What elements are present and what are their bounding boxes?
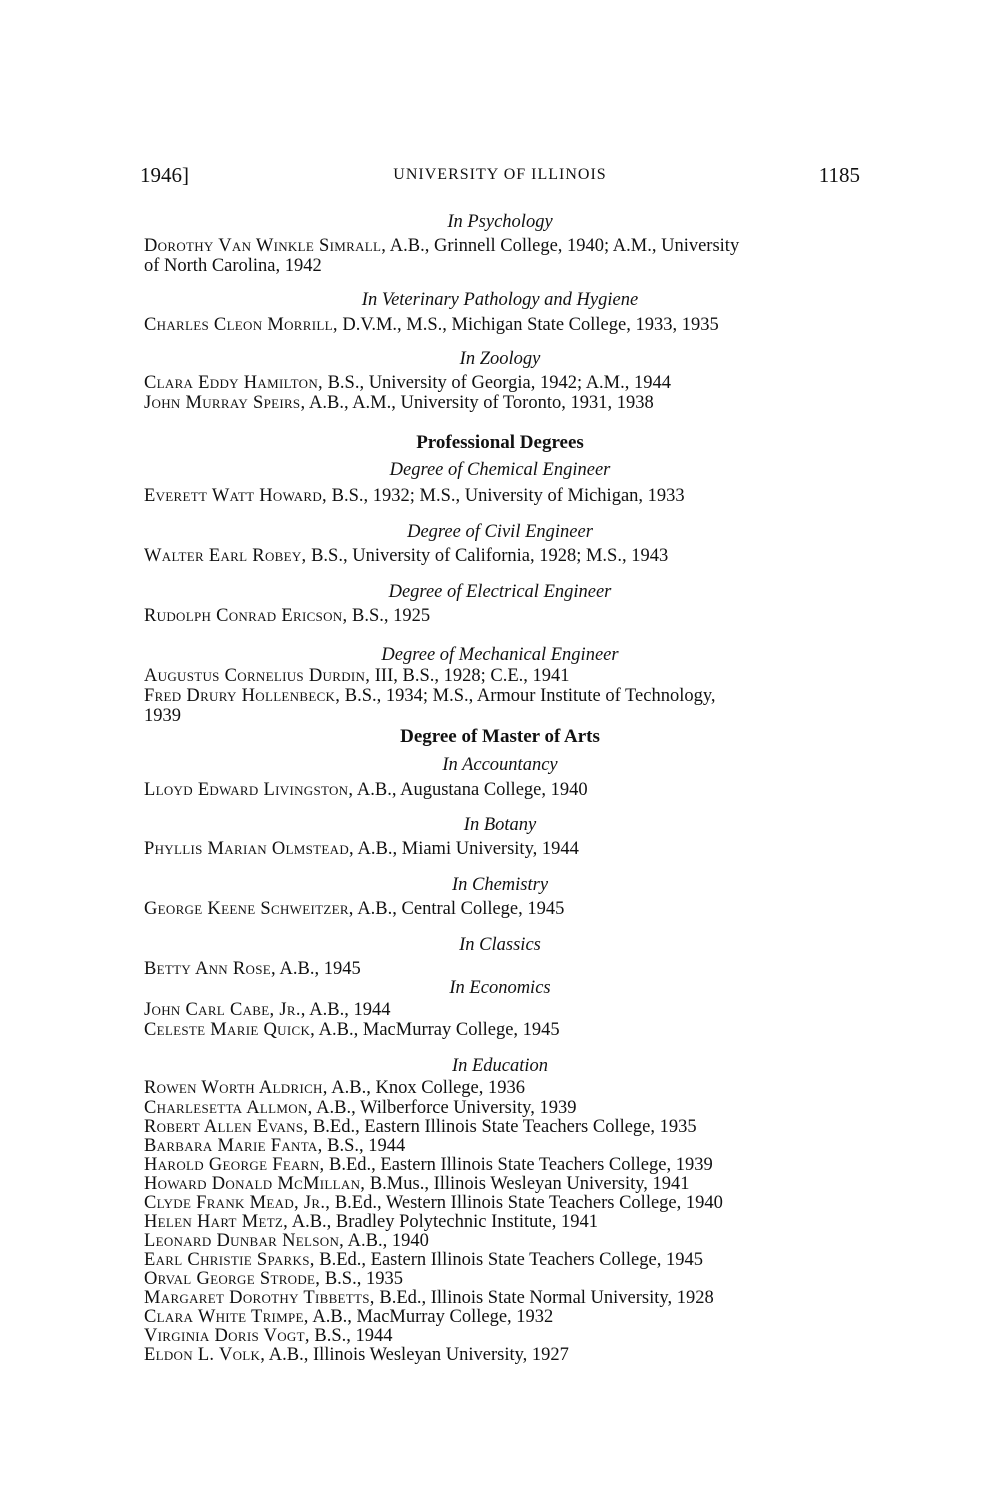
list-item	[144, 1117, 697, 1137]
degree-detail: B.S., 1925	[347, 606, 431, 626]
degree-detail: B.Mus., Illinois Wesleyan University, 1941	[365, 1174, 690, 1194]
graduate-name: Celeste Marie Quick,	[144, 1020, 316, 1040]
graduate-name: Orval George Strode,	[144, 1269, 321, 1289]
degree-detail: B.Ed., Illinois State Normal University, 1928	[374, 1288, 714, 1308]
subheading-chemistry: In Chemistry	[451, 875, 549, 895]
list-item	[144, 1174, 690, 1194]
degree-detail: B.S., 1934; M.S., Armour Institute of Technology,	[340, 686, 716, 706]
list-item	[144, 899, 564, 919]
list-item-continuation: 1939	[144, 706, 181, 726]
list-item	[144, 1193, 723, 1213]
graduate-name: Robert Allen Evans,	[144, 1117, 309, 1137]
page-number: 1185	[818, 163, 860, 187]
degree-detail: A.B., MacMurray College, 1945	[315, 1020, 560, 1040]
graduate-name: Clara White Trimpe,	[144, 1307, 309, 1327]
subheading-education: In Education	[451, 1056, 549, 1076]
section-heading-master-of-arts: Degree of Master of Arts	[400, 726, 600, 747]
degree-detail: A.B., MacMurray College, 1932	[308, 1307, 554, 1327]
list-item	[144, 1078, 525, 1098]
graduate-name: George Keene Schweitzer,	[144, 899, 354, 919]
list-item	[144, 546, 668, 566]
list-item	[144, 1288, 714, 1308]
subheading-civil-engineer: Degree of Civil Engineer	[407, 522, 593, 542]
graduate-name: Earl Christie Sparks,	[144, 1250, 315, 1270]
degree-detail: B.S., 1935	[320, 1269, 403, 1289]
subheading-electrical-engineer: Degree of Electrical Engineer	[388, 582, 612, 602]
subheading-classics: In Classics	[459, 935, 541, 955]
degree-detail: III, B.S., 1928; C.E., 1941	[370, 666, 570, 686]
section-heading-professional-degrees: Professional Degrees	[416, 432, 584, 453]
graduate-name: Harold George Fearn,	[144, 1155, 325, 1175]
running-head	[140, 163, 860, 189]
graduate-name: Margaret Dorothy Tibbetts,	[144, 1288, 375, 1308]
degree-detail: B.S., 1944	[309, 1326, 393, 1346]
graduate-name: Walter Earl Robey,	[144, 546, 307, 566]
degree-detail: A.B., Miami University, 1944	[353, 839, 579, 859]
graduate-name: Rowen Worth Aldrich,	[144, 1078, 328, 1098]
graduate-name: Charles Cleon Morrill,	[144, 315, 338, 335]
subheading-botany: In Botany	[463, 815, 537, 835]
page-header-title: UNIVERSITY OF ILLINOIS	[393, 166, 607, 183]
list-item-continuation: of North Carolina, 1942	[144, 256, 322, 276]
graduate-name: Everett Watt Howard,	[144, 486, 327, 506]
graduate-name: Helen Hart Metz,	[144, 1212, 289, 1232]
degree-detail: B.S., University of Georgia, 1942; A.M., 1944	[322, 373, 672, 393]
list-item	[144, 1269, 403, 1289]
graduate-name: Rudolph Conrad Ericson,	[144, 606, 348, 626]
subheading-economics: In Economics	[449, 978, 551, 998]
graduate-name: Clyde Frank Mead, Jr.,	[144, 1193, 331, 1213]
section-heading-psychology: In Psychology	[447, 212, 553, 232]
subheading-chemical-engineer: Degree of Chemical Engineer	[389, 460, 611, 480]
list-item	[144, 1155, 713, 1175]
degree-detail: A.B., 1944	[305, 1000, 391, 1020]
graduate-name: Lloyd Edward Livingston,	[144, 780, 354, 800]
list-item	[144, 1098, 576, 1118]
graduate-name: Leonard Dunbar Nelson,	[144, 1231, 345, 1251]
list-item	[144, 1020, 560, 1040]
graduate-name: John Carl Cabe, Jr.,	[144, 1000, 306, 1020]
graduate-name: Virginia Doris Vogt,	[144, 1326, 310, 1346]
degree-detail: D.V.M., M.S., Michigan State College, 1933, 1935	[337, 315, 719, 335]
list-item	[144, 959, 361, 979]
graduate-name: Dorothy Van Winkle Simrall,	[144, 236, 387, 256]
list-item	[144, 1231, 429, 1251]
degree-detail: B.Ed., Eastern Illinois State Teachers College, 1935	[308, 1117, 697, 1137]
degree-detail: A.B., 1940	[344, 1231, 429, 1251]
graduate-name: John Murray Speirs,	[144, 393, 306, 413]
degree-detail: A.B., Bradley Polytechnic Institute, 1941	[288, 1212, 598, 1232]
graduate-name: Eldon L. Volk,	[144, 1345, 266, 1365]
list-item	[144, 315, 719, 335]
graduate-name: Phyllis Marian Olmstead,	[144, 839, 354, 859]
degree-detail: A.B., Illinois Wesleyan University, 1927	[265, 1345, 569, 1365]
degree-detail: A.B., Central College, 1945	[353, 899, 565, 919]
degree-detail: B.Ed., Eastern Illinois State Teachers College, 1939	[324, 1155, 713, 1175]
degree-detail: B.S., 1932; M.S., University of Michigan, 1933	[326, 486, 685, 506]
subheading-mechanical-engineer: Degree of Mechanical Engineer	[381, 645, 619, 665]
graduate-name: Barbara Marie Fanta,	[144, 1136, 323, 1156]
list-item	[144, 486, 685, 506]
degree-detail: A.B., Augustana College, 1940	[353, 780, 588, 800]
list-item	[144, 393, 654, 413]
year-label: 1946]	[140, 163, 189, 187]
list-item	[144, 1307, 553, 1327]
degree-detail: A.B., A.M., University of Toronto, 1931, 1938	[305, 393, 654, 413]
degree-detail: B.S., University of California, 1928; M.S., 1943	[306, 546, 669, 566]
list-item	[144, 606, 430, 626]
list-item	[144, 1136, 405, 1156]
list-item	[144, 780, 588, 800]
graduate-name: Augustus Cornelius Durdin,	[144, 666, 371, 686]
degree-detail: B.S., 1944	[322, 1136, 406, 1156]
degree-detail: B.Ed., Eastern Illinois State Teachers College, 1945	[314, 1250, 703, 1270]
list-item	[144, 1345, 569, 1365]
list-item	[144, 373, 671, 393]
degree-detail: B.Ed., Western Illinois State Teachers College, 1940	[330, 1193, 723, 1213]
list-item	[144, 686, 716, 706]
degree-detail: A.B., Knox College, 1936	[327, 1078, 526, 1098]
graduate-name: Betty Ann Rose,	[144, 959, 276, 979]
degree-detail: A.B., 1945	[275, 959, 361, 979]
list-item	[144, 1000, 390, 1020]
subheading-accountancy: In Accountancy	[442, 755, 558, 775]
graduate-name: Charlesetta Allmon,	[144, 1098, 313, 1118]
degree-detail: A.B., Grinnell College, 1940; A.M., University	[386, 236, 740, 256]
list-item	[144, 236, 739, 256]
degree-detail: A.B., Wilberforce University, 1939	[312, 1098, 577, 1118]
section-heading-veterinary: In Veterinary Pathology and Hygiene	[361, 290, 639, 310]
list-item	[144, 1250, 703, 1270]
list-item	[144, 1212, 598, 1232]
graduate-name: Fred Drury Hollenbeck,	[144, 686, 341, 706]
section-heading-zoology: In Zoology	[459, 349, 541, 369]
list-item	[144, 1326, 393, 1346]
graduate-name: Howard Donald McMillan,	[144, 1174, 366, 1194]
list-item	[144, 839, 579, 859]
graduate-name: Clara Eddy Hamilton,	[144, 373, 323, 393]
list-item	[144, 666, 570, 686]
